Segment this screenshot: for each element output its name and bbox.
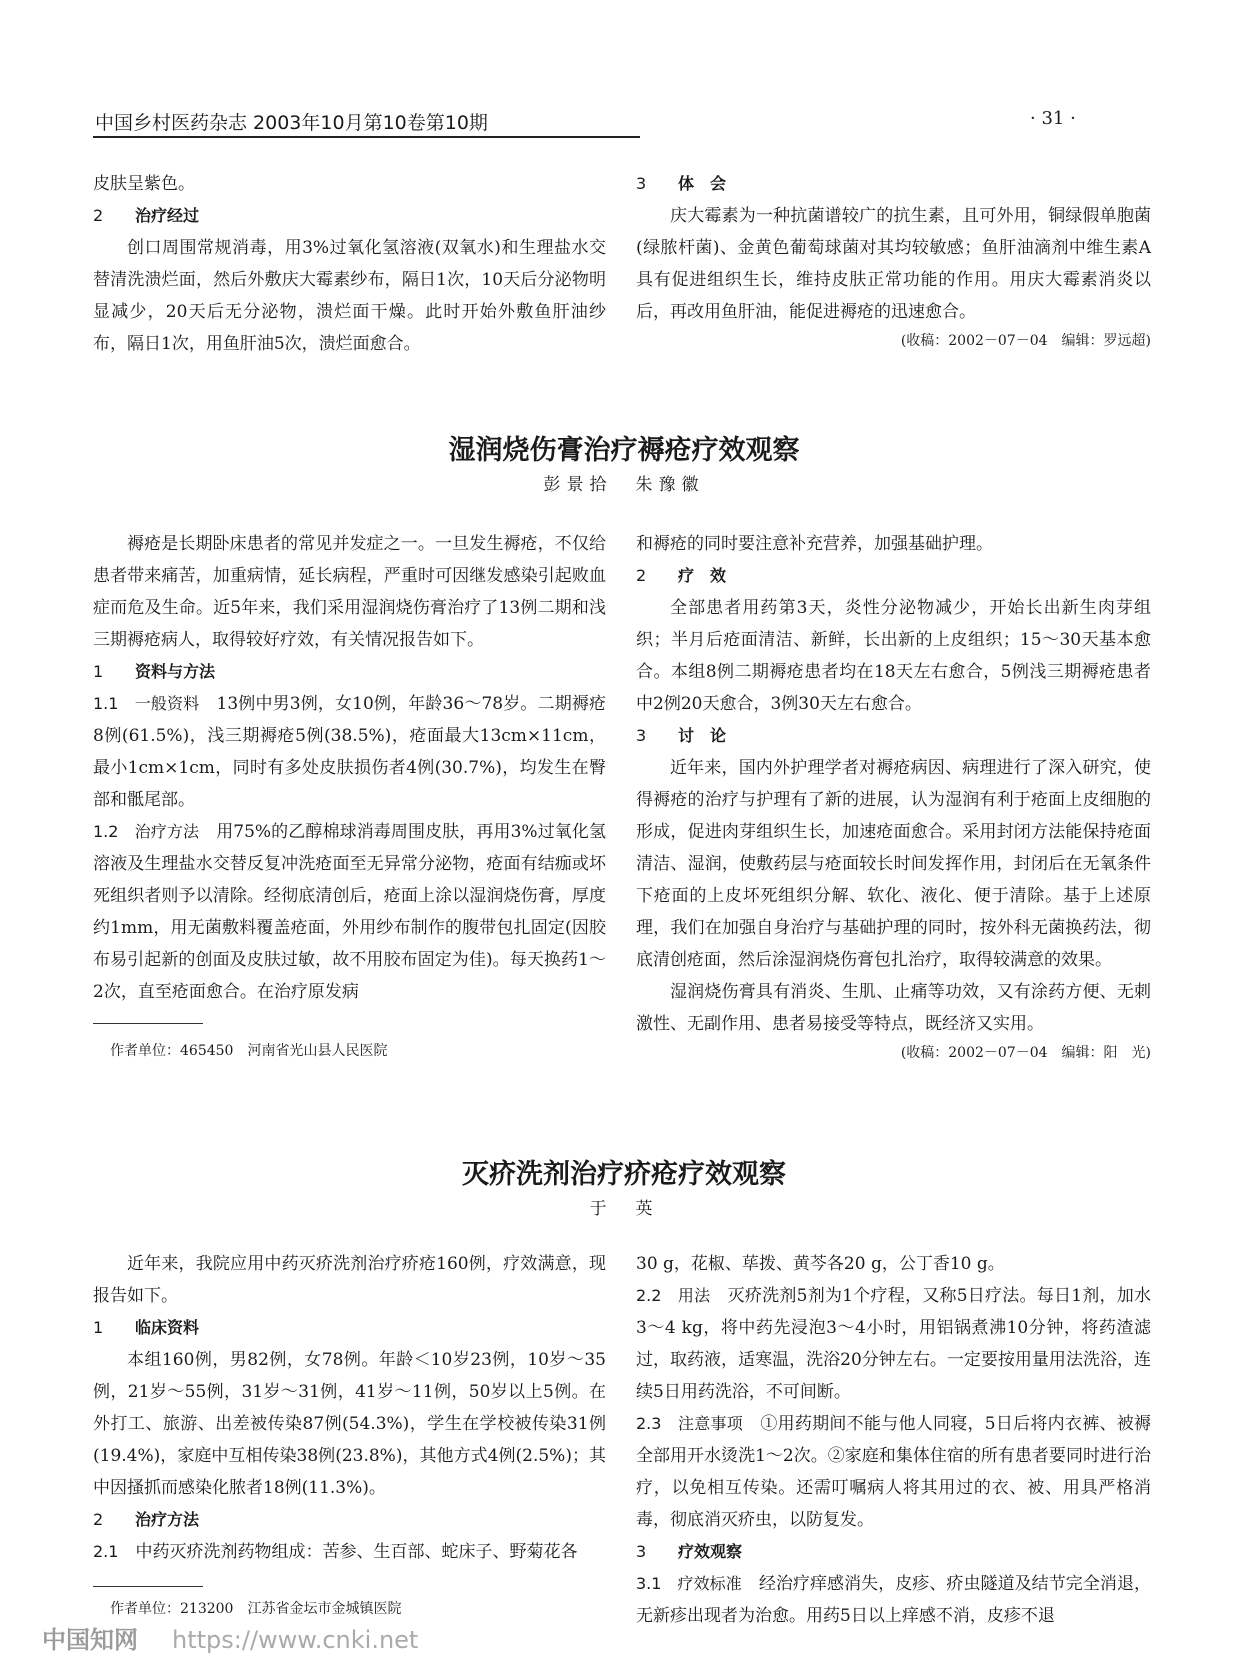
article2-para: 本组160例，男82例，女78例。年龄＜10岁23例，10岁～35例，21岁～55例，31岁～31例，41岁～11例，50岁以上5例。在外打工、旅游、出差被传染87例(54.3%)，学生在学校被传染31例(19.4%)，家庭中互相传染38例(23.8%)，其他方式4例(2.5%)；其中因搔抓而感染化脓者18例(11.3%)。 [93, 1350, 606, 1498]
section-heading: 2 治疗方法 [93, 1510, 200, 1529]
article2-para: 2.1 中药灭疥洗剂药物组成：苦参、生百部、蛇床子、野菊花各 [93, 1542, 578, 1562]
article2-para: 2.3 注意事项 ①用药期间不能与他人同寝，5日后将内衣裤、被褥全部用开水烫洗1～2次。②家庭和集体住宿的所有患者要同时进行治疗，以免相互传染。还需叮嘱病人将其用过的衣、被、用具严格消毒，彻底消灭疥虫，以防复发。 [636, 1414, 1151, 1530]
article0-para: 庆大霉素为一种抗菌谱较广的抗生素，且可外用，铜绿假单胞菌(绿脓杆菌)、金黄色葡萄球菌对其均较敏感；鱼肝油滴剂中维生素A具有促进组织生长，维持皮肤正常功能的作用。用庆大霉素消炎以后，再改用鱼肝油，能促进褥疮的迅速愈合。 [636, 206, 1151, 322]
section-heading: 2 治疗经过 [93, 206, 200, 225]
section-heading: 3 讨 论 [636, 726, 727, 745]
article2-intro: 近年来，我院应用中药灭疥洗剂治疗疥疮160例，疗效满意，现报告如下。 [93, 1254, 606, 1306]
article2-para: 2.2 用法 灭疥洗剂5剂为1个疗程，又称5日疗法。每日1剂，加水3～4 kg，将中药先浸泡3～4小时，用铝锅煮沸10分钟，将药渣滤过，取药液，适寒温，洗浴20分钟左右。一定要按用量用法洗浴，连续5日用药洗浴，不可间断。 [636, 1286, 1152, 1402]
article1-para: 全部患者用药第3天，炎性分泌物减少，开始长出新生肉芽组织；半月后疮面清洁、新鲜，长出新的上皮组织；15～30天基本愈合。本组8例二期褥疮患者均在18天左右愈合，5例浅三期褥疮患者中2例20天愈合，3例30天左右愈合。 [636, 598, 1151, 714]
article1-title: 湿润烧伤膏治疗褥疮疗效观察 [448, 435, 800, 466]
section-heading: 3 体 会 [636, 174, 727, 193]
article1-para: 1.1 一般资料 13例中男3例，女10例，年龄36～78岁。二期褥疮8例(61.5%)，浅三期褥疮5例(38.5%)，疮面最大13cm×11cm，最小1cm×1cm，同时有多处皮肤损伤者4例(30.7%)，均发生在臀部和骶尾部。 [93, 694, 607, 810]
journal-header: 中国乡村医药杂志 2003年10月第10卷第10期 [95, 112, 488, 134]
article2-author: 于 英 [589, 1199, 659, 1219]
article0-right-column [636, 168, 1151, 354]
article1-intro: 褥疮是长期卧床患者的常见并发症之一。一旦发生褥疮，不仅给患者带来痛苦，加重病情，延长病程，严重时可因继发感染引起败血症而危及生命。近5年来，我们采用湿润烧伤膏治疗了13例二期和浅三期褥疮病人，取得较好疗效，有关情况报告如下。 [93, 534, 606, 650]
article1-para: 1.2 治疗方法 用75%的乙醇棉球消毒周围皮肤，再用3%过氧化氢溶液及生理盐水交替反复冲洗疮面至无异常分泌物，疮面有结痂或坏死组织者则予以清除。经彻底清创后，疮面上涂以湿润烧伤膏，厚度约1mm，用无菌敷料覆盖疮面，外用纱布制作的腹带包扎固定(因胶布易引起新的创面及皮肤过敏，故不用胶布固定为佳)。每天换药1～2次，直至疮面愈合。在治疗原发病 [93, 822, 607, 1002]
cnki-url: https://www.cnki.net [172, 1626, 419, 1654]
article1-para: 近年来，国内外护理学者对褥疮病因、病理进行了深入研究，使得褥疮的治疗与护理有了新的进展，认为湿润有利于疮面上皮细胞的形成，促进肉芽组织生长，加速疮面愈合。采用封闭方法能保持疮面清洁、湿润，使敷药层与疮面较长时间发挥作用，封闭后在无氧条件下疮面的上皮坏死组织分解、软化、液化、便于清除。基于上述原理，我们在加强自身治疗与基础护理的同时，按外科无菌换药法，彻底清创疮面，然后涂湿润烧伤膏包扎治疗，取得较满意的效果。 [636, 758, 1151, 970]
cnki-watermark [42, 1620, 418, 1655]
cnki-logo: 中国知网 [42, 1626, 138, 1654]
section-heading: 1 资料与方法 [93, 662, 216, 681]
received-note: (收稿：2002－07－04 编辑：阳 光) [900, 1045, 1151, 1061]
article1-authors: 彭景拾 朱豫徽 [543, 475, 705, 495]
footnote-rule [93, 1586, 203, 1587]
article0-para: 皮肤呈紫色。 [93, 174, 195, 194]
article2-right-column [636, 1248, 1151, 1632]
section-heading: 2 疗 效 [636, 566, 727, 585]
footnote-rule [93, 1023, 203, 1024]
article2-left-column [93, 1248, 606, 1568]
article1-right-column [636, 528, 1151, 1066]
article0-left-column [93, 168, 606, 360]
article1-footnote: 作者单位：465450 河南省光山县人民医院 [110, 1043, 388, 1059]
article2-para: 30 g，花椒、荜拨、黄芩各20 g，公丁香10 g。 [636, 1254, 1005, 1274]
article2-para: 3.1 疗效标准 经治疗痒感消失，皮疹、疥虫隧道及结节完全消退，无新疹出现者为治愈。用药5日以上痒感不消，皮疹不退 [636, 1574, 1152, 1626]
article1-left-column [93, 528, 606, 1008]
section-heading: 3 疗效观察 [636, 1542, 743, 1561]
page-number: · 31 · [1030, 108, 1076, 129]
article1-para: 和褥疮的同时要注意补充营养，加强基础护理。 [636, 534, 993, 554]
header-rule [93, 136, 640, 138]
article1-para: 湿润烧伤膏具有消炎、生肌、止痛等功效，又有涂药方便、无刺激性、无副作用、患者易接受等特点，既经济又实用。 [636, 982, 1151, 1034]
article0-para: 创口周围常规消毒，用3%过氧化氢溶液(双氧水)和生理盐水交替清洗溃烂面，然后外敷庆大霉素纱布，隔日1次，10天后分泌物明显减少，20天后无分泌物，溃烂面干燥。此时开始外敷鱼肝油纱布，隔日1次，用鱼肝油5次，溃烂面愈合。 [93, 238, 606, 354]
article2-title: 灭疥洗剂治疗疥疮疗效观察 [462, 1159, 786, 1190]
section-heading: 1 临床资料 [93, 1318, 200, 1337]
received-note: (收稿：2002－07－04 编辑：罗远超) [900, 333, 1151, 349]
article2-footnote: 作者单位：213200 江苏省金坛市金城镇医院 [110, 1601, 402, 1617]
